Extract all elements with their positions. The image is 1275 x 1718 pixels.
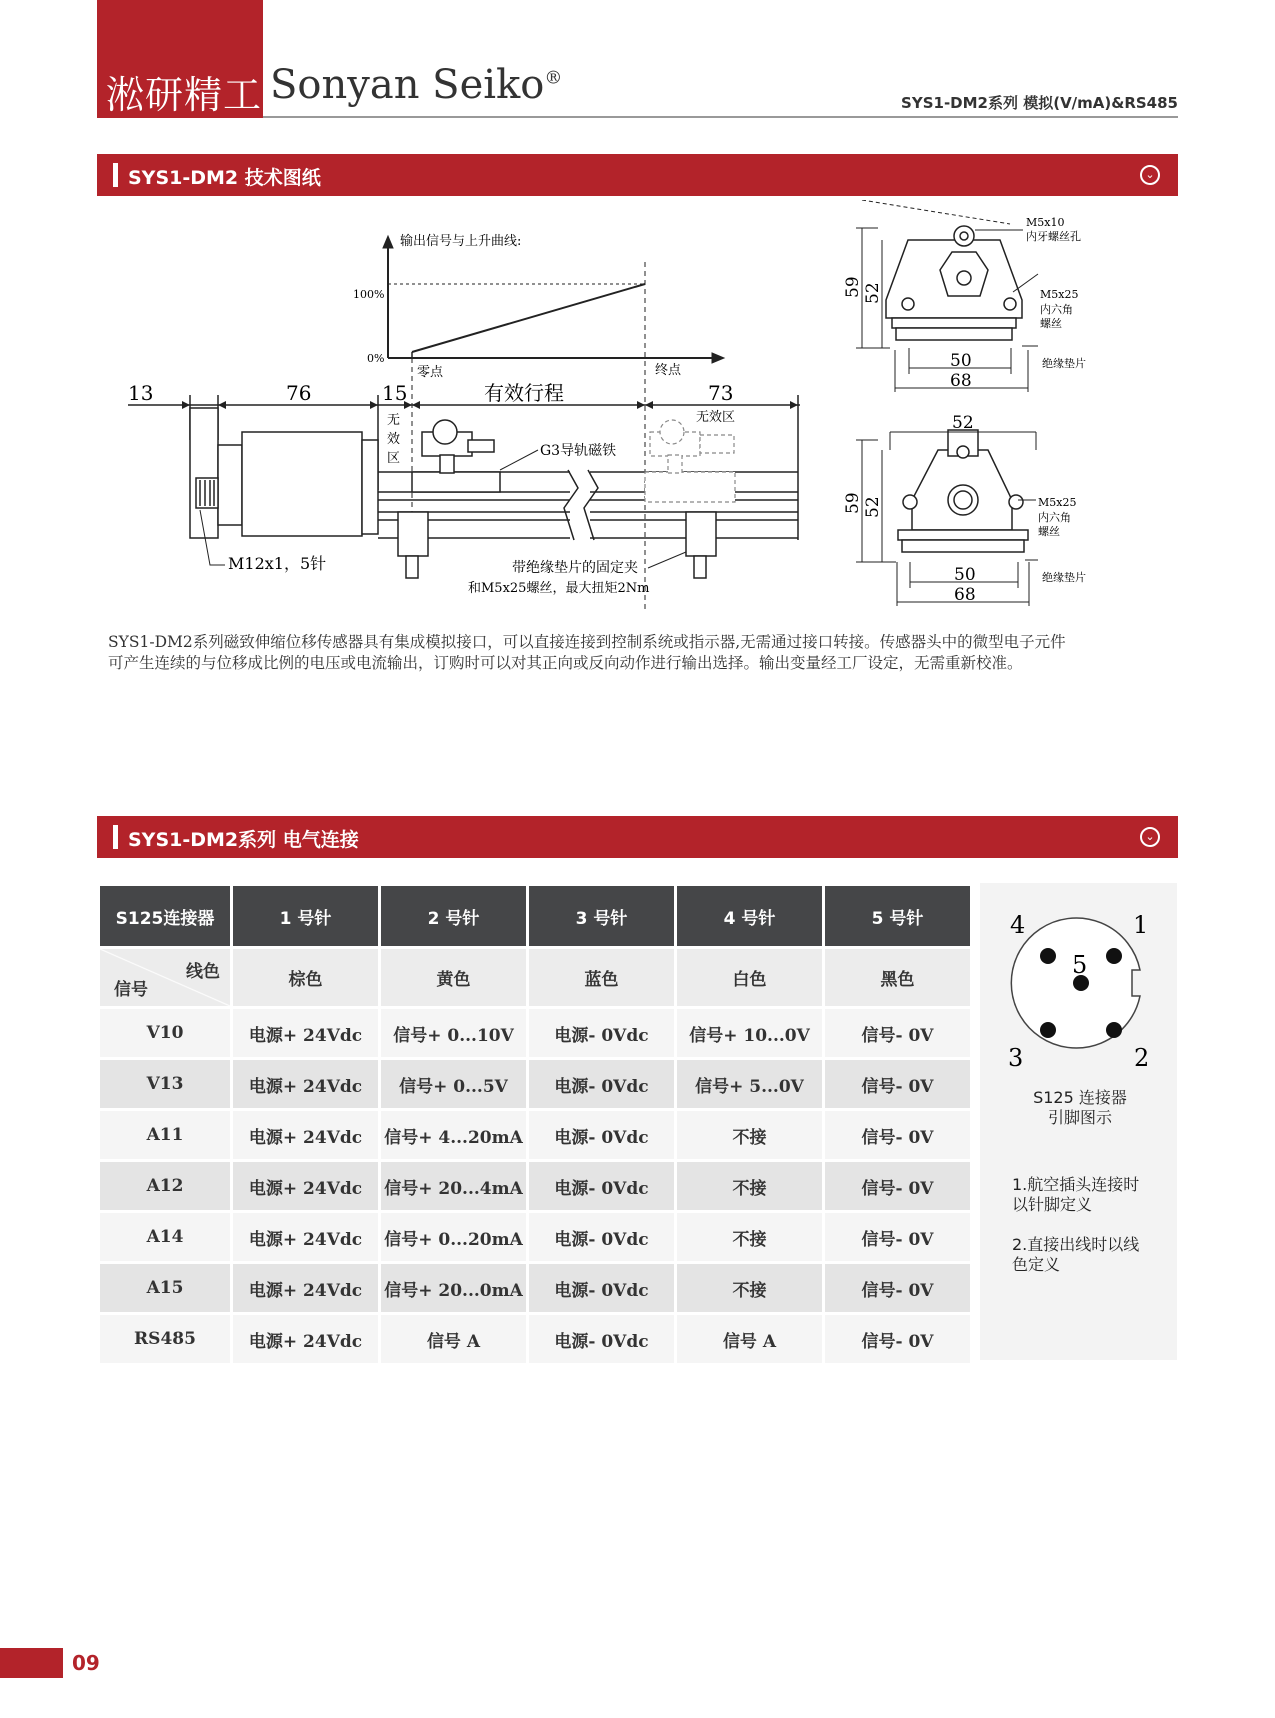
end-view-top <box>862 200 1022 340</box>
height-52-bottom: 52 <box>863 496 883 518</box>
brand-name-en-text: Sonyan Seiko <box>270 62 545 108</box>
width-52-bottom: 52 <box>952 413 974 433</box>
row-signal: A14 <box>100 1213 230 1261</box>
brand-name-en <box>270 62 562 108</box>
technical-drawing <box>0 200 1275 620</box>
cell: 电源+ 24Vdc <box>233 1213 378 1261</box>
m5x25-desc1-top: 内六角 <box>1040 303 1073 316</box>
note-1-line-2: 以针脚定义 <box>1012 1195 1093 1214</box>
registered-mark: ® <box>544 67 563 89</box>
pin-5-label: 5 <box>1072 951 1088 979</box>
cell: 电源+ 24Vdc <box>233 1111 378 1159</box>
note-1 <box>1012 1175 1139 1215</box>
section-technical-drawing-bar <box>97 154 1178 196</box>
cell: 电源- 0Vdc <box>529 1315 674 1363</box>
caption-line-2: 引脚图示 <box>1047 1108 1112 1127</box>
header-connector: S125连接器 <box>100 886 230 946</box>
height-59-bottom: 59 <box>843 492 863 514</box>
connector-caption <box>1030 1088 1130 1128</box>
curve-title: 输出信号与上升曲线: <box>400 234 522 249</box>
table-row <box>100 1060 970 1108</box>
product-description <box>108 632 1168 674</box>
cell: 不接 <box>677 1111 822 1159</box>
pin-3-label: 3 <box>1008 1044 1024 1072</box>
color-pin-2: 黄色 <box>381 949 526 1006</box>
cell: 信号- 0V <box>825 1213 970 1261</box>
magnet-carriage <box>412 420 500 492</box>
zero-point-label: 零点 <box>417 365 444 380</box>
pin-2-label: 2 <box>1134 1044 1150 1072</box>
section-marker <box>113 825 118 849</box>
page-number: 09 <box>72 1651 100 1675</box>
table-row <box>100 1162 970 1210</box>
cell: 电源- 0Vdc <box>529 1009 674 1057</box>
cell: 信号 A <box>677 1315 822 1363</box>
cell: 信号 A <box>381 1315 526 1363</box>
section-electrical-connection-bar <box>97 816 1178 858</box>
cell: 电源- 0Vdc <box>529 1264 674 1312</box>
table-header-row <box>100 886 970 946</box>
magnet-ghost <box>645 420 735 502</box>
caption-line-1: S125 连接器 <box>1033 1088 1127 1107</box>
note-2 <box>1012 1235 1139 1275</box>
cell: 电源+ 24Vdc <box>233 1009 378 1057</box>
cell: 信号+ 0...20mA <box>381 1213 526 1261</box>
color-signal-corner-cell <box>100 949 230 1006</box>
m5x25-label-bottom: M5x25 <box>1038 496 1077 509</box>
table-row <box>100 1009 970 1057</box>
header-pin-3: 3 号针 <box>529 886 674 946</box>
color-pin-3: 蓝色 <box>529 949 674 1006</box>
cell: 信号+ 20...4mA <box>381 1162 526 1210</box>
wire-color-row <box>100 949 970 1006</box>
pin-3-dot <box>1040 1022 1056 1038</box>
width-68-top: 68 <box>950 371 972 391</box>
clamp-note-1: 带绝缘垫片的固定夹 <box>512 560 638 576</box>
header-rule <box>263 116 1178 118</box>
sensor-head <box>190 408 378 538</box>
m5x25-desc2-top: 螺丝 <box>1040 317 1062 330</box>
row-signal: A11 <box>100 1111 230 1159</box>
header-pin-1: 1 号针 <box>233 886 378 946</box>
dead-zone-right: 无效区 <box>696 410 736 425</box>
cell: 电源+ 24Vdc <box>233 1060 378 1108</box>
cell: 信号- 0V <box>825 1315 970 1363</box>
cell: 信号+ 10...0V <box>677 1009 822 1057</box>
note-2-line-1: 2.直接出线时以线 <box>1012 1235 1140 1254</box>
cell: 电源+ 24Vdc <box>233 1315 378 1363</box>
table-row <box>100 1213 970 1261</box>
cell: 信号+ 20...0mA <box>381 1264 526 1312</box>
description-line-2: 可产生连续的与位移成比例的电压或电流输出，订购时可以对其正向或反向动作进行输出选择。输出变量经工厂设定，无需重新校准。 <box>108 654 1023 672</box>
row-signal: RS485 <box>100 1315 230 1363</box>
brand-name-cn: 淞研精工 <box>106 73 263 117</box>
pct-0-label: 0% <box>367 352 385 365</box>
cell: 不接 <box>677 1213 822 1261</box>
cell: 不接 <box>677 1162 822 1210</box>
row-signal: V10 <box>100 1009 230 1057</box>
section-title: SYS1-DM2 技术图纸 <box>128 167 321 189</box>
pin-4-dot <box>1040 948 1056 964</box>
pct-100-label: 100% <box>353 288 385 301</box>
cell: 电源- 0Vdc <box>529 1162 674 1210</box>
cell: 不接 <box>677 1264 822 1312</box>
cell: 信号- 0V <box>825 1264 970 1312</box>
height-59-top: 59 <box>843 276 863 298</box>
table-row <box>100 1111 970 1159</box>
row-signal: V13 <box>100 1060 230 1108</box>
cell: 电源- 0Vdc <box>529 1213 674 1261</box>
wire-color-label: 线色 <box>186 962 220 982</box>
note-2-line-2: 色定义 <box>1012 1255 1061 1274</box>
cell: 信号+ 0...5V <box>381 1060 526 1108</box>
height-52-top: 52 <box>863 282 883 304</box>
connector-spec-label: M12x1，5针 <box>228 554 327 573</box>
pin-2-dot <box>1106 1022 1122 1038</box>
width-68-bottom: 68 <box>954 585 976 605</box>
insulation-label-bottom: 绝缘垫片 <box>1042 571 1086 584</box>
header-pin-2: 2 号针 <box>381 886 526 946</box>
expand-icon[interactable]: ⌄ <box>1140 165 1160 185</box>
pin-1-dot <box>1106 948 1122 964</box>
pin-4-label: 4 <box>1010 911 1026 939</box>
end-view-bottom <box>898 430 1028 552</box>
expand-icon[interactable]: ⌄ <box>1140 827 1160 847</box>
width-50-bottom: 50 <box>954 565 976 585</box>
row-signal: A12 <box>100 1162 230 1210</box>
effective-stroke-label: 有效行程 <box>484 381 564 405</box>
dim-13: 13 <box>128 381 154 405</box>
cell: 电源- 0Vdc <box>529 1111 674 1159</box>
section-marker <box>113 163 118 187</box>
cell: 电源+ 24Vdc <box>233 1264 378 1312</box>
cell: 信号- 0V <box>825 1060 970 1108</box>
connector-pinout-diagram <box>980 883 1177 1083</box>
dim-76: 76 <box>286 381 312 405</box>
color-pin-4: 白色 <box>677 949 822 1006</box>
m5x25-desc1-bottom: 内六角 <box>1038 511 1071 524</box>
description-line-1: SYS1-DM2系列磁致伸缩位移传感器具有集成模拟接口，可以直接连接到控制系统或指示器,无需通过接口转接。传感器头中的微型电子元件 <box>108 633 1066 651</box>
table-row <box>100 1315 970 1363</box>
cell: 电源- 0Vdc <box>529 1060 674 1108</box>
cell: 信号+ 0...10V <box>381 1009 526 1057</box>
color-pin-1: 棕色 <box>233 949 378 1006</box>
rail-magnet-label: G3导轨磁铁 <box>540 443 617 459</box>
page-number-bar <box>0 1648 63 1678</box>
pin-1-label: 1 <box>1133 911 1149 939</box>
end-point-label: 终点 <box>655 363 682 378</box>
cell: 信号- 0V <box>825 1162 970 1210</box>
m5x25-label-top: M5x25 <box>1040 288 1079 301</box>
table-row <box>100 1264 970 1312</box>
header-pin-4: 4 号针 <box>677 886 822 946</box>
row-signal: A15 <box>100 1264 230 1312</box>
dead-zone-left: 无效区 <box>387 413 401 466</box>
header-pin-5: 5 号针 <box>825 886 970 946</box>
signal-label: 信号 <box>114 980 148 1000</box>
cell: 信号- 0V <box>825 1111 970 1159</box>
cell: 信号+ 4...20mA <box>381 1111 526 1159</box>
dim-15: 15 <box>382 381 408 405</box>
series-subtitle: SYS1-DM2系列 模拟(V/mA)&RS485 <box>901 94 1178 112</box>
width-50-top: 50 <box>950 351 972 371</box>
color-pin-5: 黑色 <box>825 949 970 1006</box>
m5x10-label: M5x10 <box>1026 216 1065 229</box>
section-title: SYS1-DM2系列 电气连接 <box>128 829 359 851</box>
note-1-line-1: 1.航空插头连接时 <box>1012 1175 1140 1194</box>
insulation-label-top: 绝缘垫片 <box>1042 357 1086 370</box>
clamp-note-2: 和M5x25螺丝，最大扭矩2Nm <box>468 581 650 596</box>
m5x10-desc: 内牙螺丝孔 <box>1026 230 1081 243</box>
cell: 信号+ 5...0V <box>677 1060 822 1108</box>
cell: 信号- 0V <box>825 1009 970 1057</box>
m5x25-desc2-bottom: 螺丝 <box>1038 525 1060 538</box>
dim-73: 73 <box>708 381 734 405</box>
connector-panel <box>980 883 1177 1360</box>
cell: 电源+ 24Vdc <box>233 1162 378 1210</box>
wiring-table <box>97 883 973 1366</box>
